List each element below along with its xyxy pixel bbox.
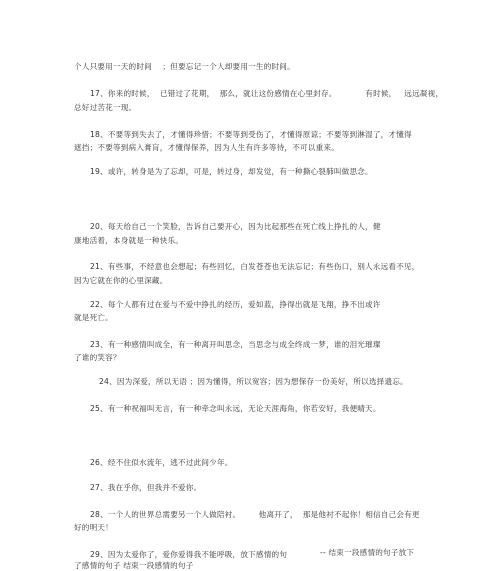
text-line: 总好过苦花一现。 [74, 103, 137, 112]
text-line: 27、我在乎你，但我并不爱你。 [90, 483, 202, 492]
text-line: -- 结束一段感情的句子放下 [320, 548, 415, 557]
text-line: 好的明天！ [74, 523, 113, 532]
text-line: 23、有一种感情叫成全，有一种离开叫思念，当思念与成全终成一梦，谁的泪光璀璨 [90, 340, 381, 349]
text-line: 遮挡；不要等到病入膏肓，才懂得保养，因为人生有许多等待，不可以重来。 [74, 143, 339, 152]
text-line: 了谁的笑容？ [74, 353, 121, 362]
text-line: 个人只要用一天的时间 ；但要忘记一个人却要用一生的时间。 [74, 62, 295, 71]
text-line: 19、或许，转身是为了忘却，可是，转过身，却发觉，有一种撕心裂肺叫做思念。 [90, 167, 373, 176]
text-line: 18、不要等到失去了，才懂得珍惜；不要等到受伤了，才懂得原谅；不要等到淋湿了，才懂得 [90, 130, 412, 139]
text-line: 20、每天给自己一个笑脸，告诉自己要开心，因为比起那些在死亡线上挣扎的人，健 [90, 222, 381, 231]
text-line: 24、因为深爱，所以无语 ；因为懂得，所以宽容；因为想保存一份美好，所以选择遗忘。 [99, 377, 408, 386]
text-line: 康地活着，本身就是一种快乐。 [74, 236, 184, 245]
text-line: 因为它就在你的心里深藏。 [74, 276, 168, 285]
text-line: 26、经不住似水流年，逃不过此间少年。 [90, 458, 233, 467]
text-line: 17、你来的时候， 已错过了花期， 那么，就让这份感情在心里封存。 有时候， 远远凝视， [90, 89, 444, 98]
text-line: 了感情的句子 结束一段感情的句子 [74, 561, 194, 570]
text-line: 21、有些事，不经意也会想起；有些回忆，白发苍苍也无法忘记；有些伤口，别人永远看不见， [90, 262, 420, 271]
text-line: 25、有一种祝福叫无言，有一种牵念叫永远，无论天涯海角，你若安好，我便晴天。 [90, 404, 381, 413]
text-line: 28、一个人的世界总需要另一个人做陪衬。 他离开了， 那是他衬不起你！相信自己会有更 [90, 510, 420, 519]
text-line: 就是死亡。 [74, 313, 113, 322]
text-line: 22、每个人都有过在爱与不爱中挣扎的经历，爱如蓝，挣得出就是飞翔，挣不出或许 [90, 300, 381, 309]
text-line: 29、因为太爱你了，爱你爱得我不能呼吸，放下感情的句 [90, 550, 288, 559]
